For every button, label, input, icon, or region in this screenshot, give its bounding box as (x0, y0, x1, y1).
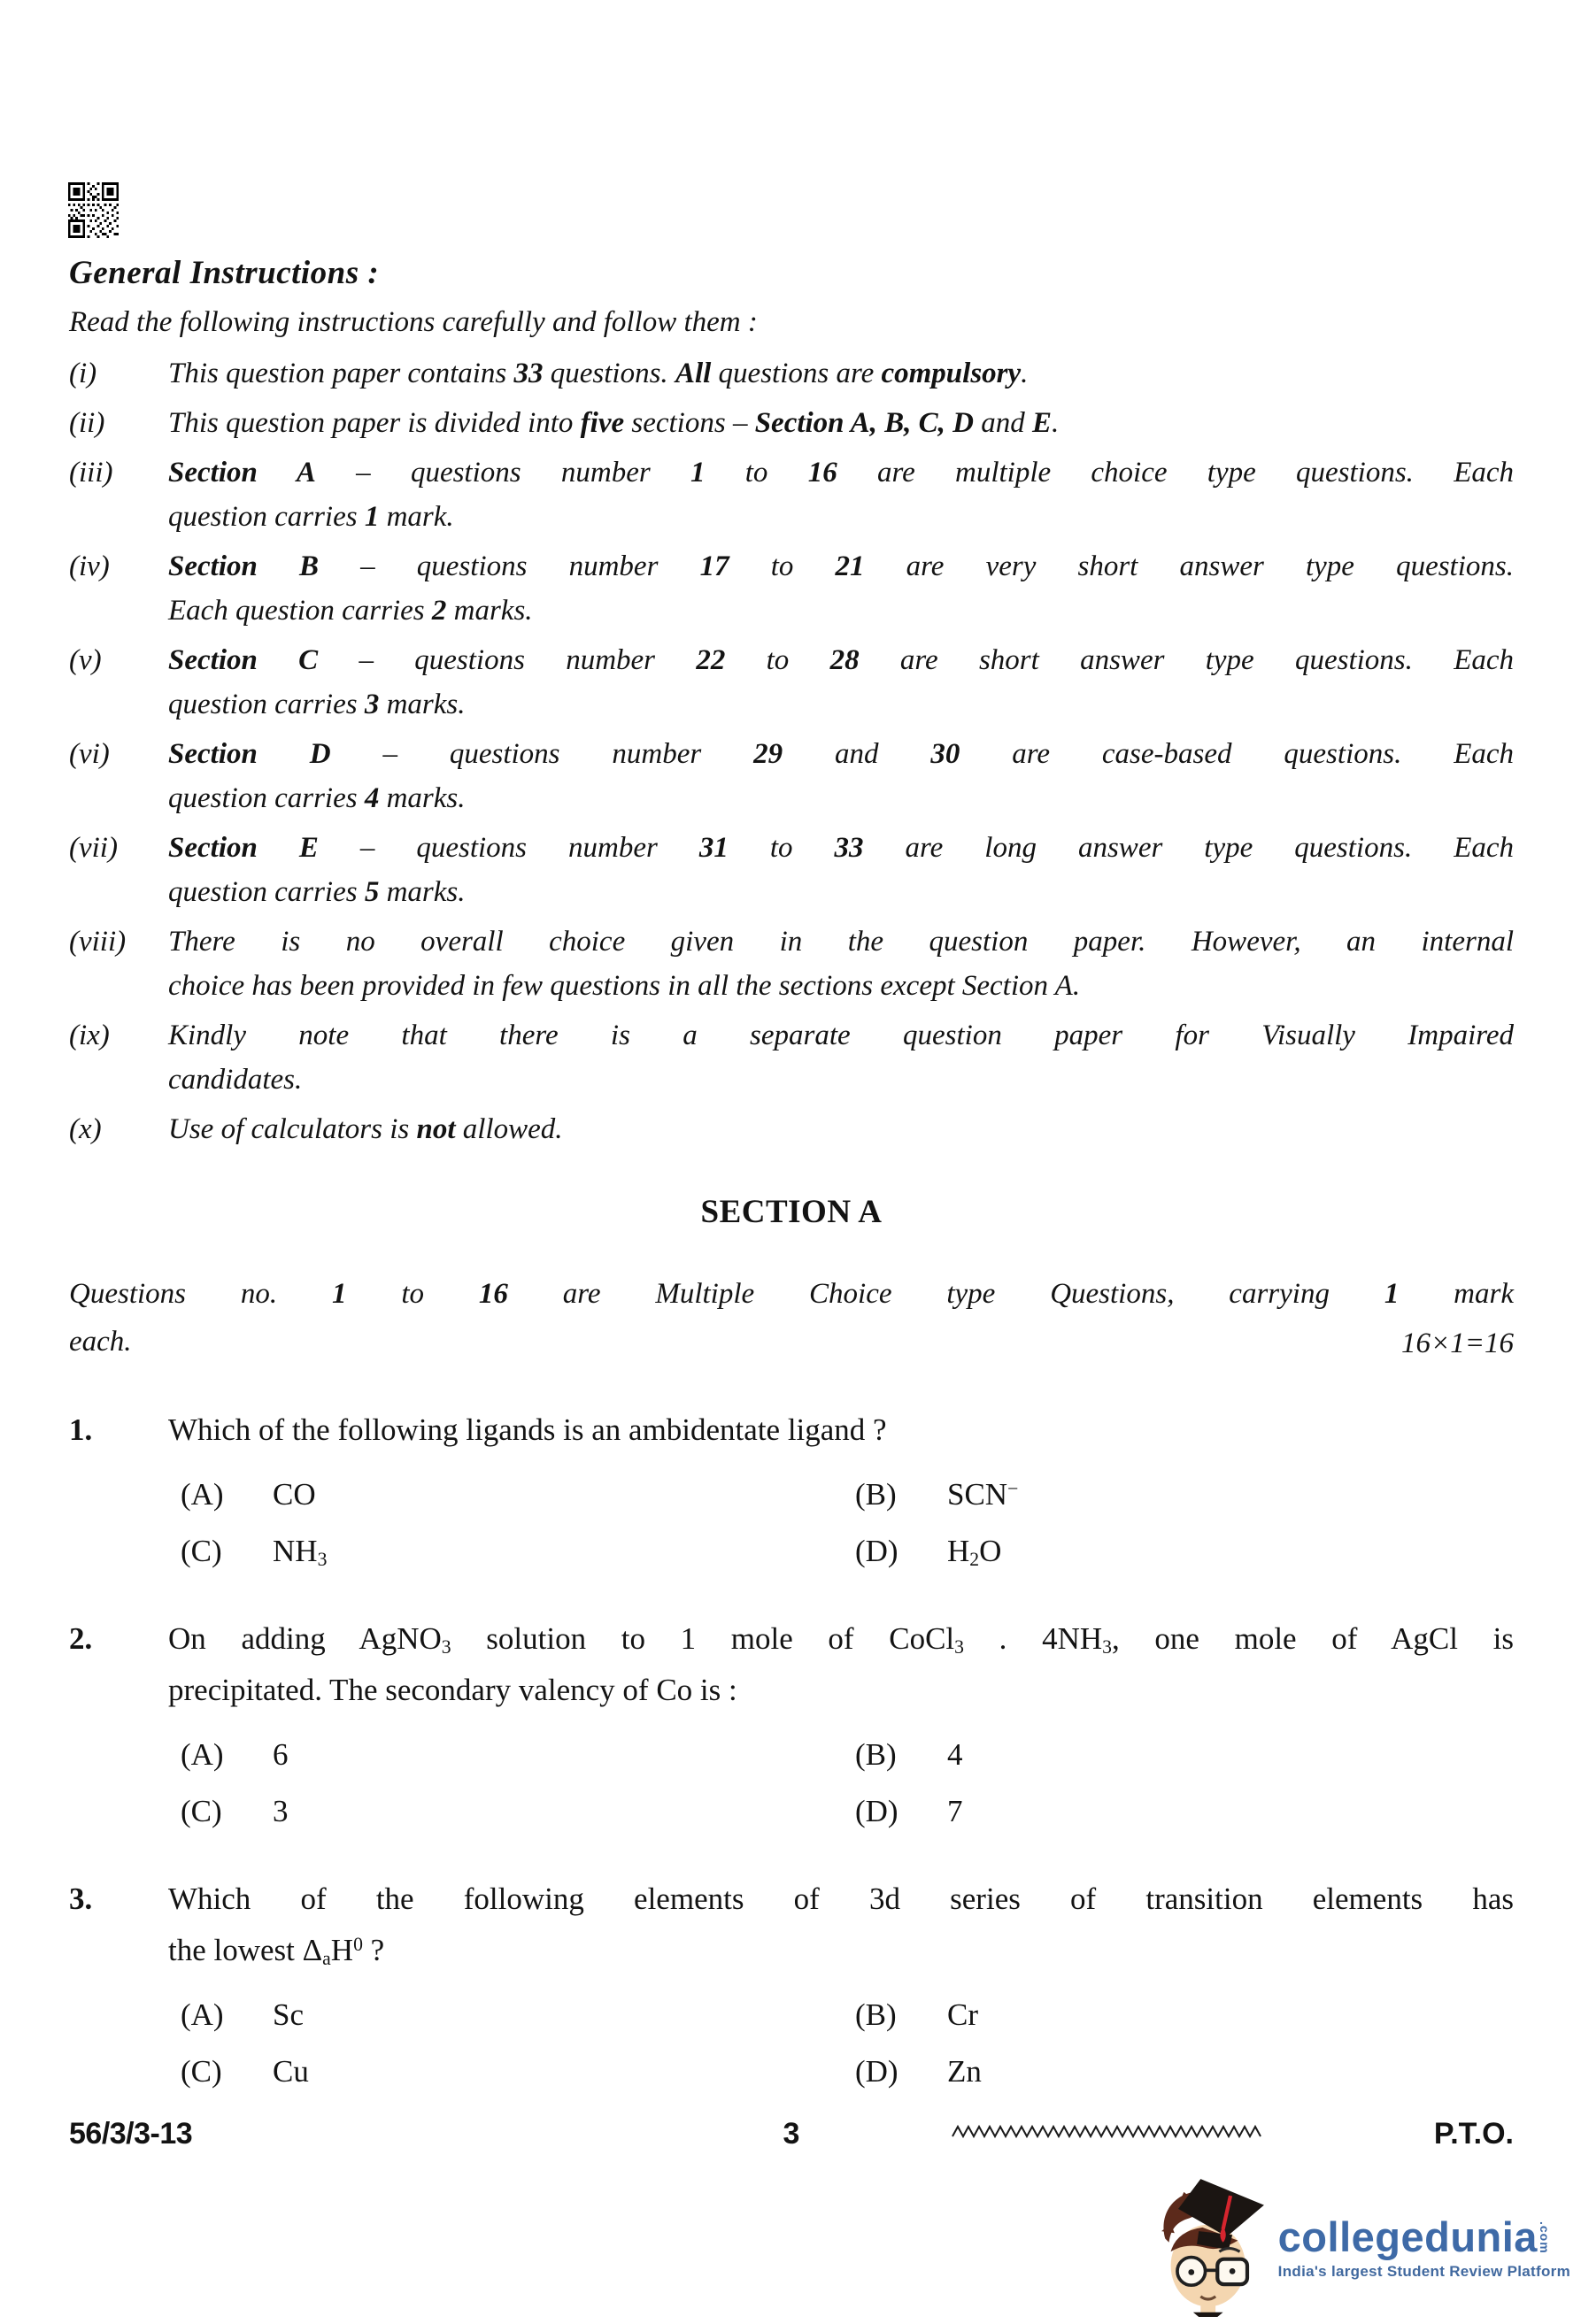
question-1 (69, 1404, 1514, 1574)
option-label: (C) (181, 1534, 222, 1568)
instruction-item-vi (69, 732, 1514, 820)
instruction-text: Section B – questions number 17 to 21 are very short answer type questions. Each question carries 2 marks. (168, 550, 1514, 627)
question-body (168, 1404, 1514, 1574)
instruction-label: (ix) (69, 1020, 110, 1051)
options (168, 1732, 1514, 1835)
qr-code-icon (68, 182, 119, 238)
general-instructions-title: General Instructions : (69, 255, 380, 291)
instruction-label: (viii) (69, 926, 127, 958)
option-text: $NH_3$ (273, 1534, 328, 1570)
option-text: $H_2O$ (947, 1534, 1002, 1570)
option-d (843, 1528, 1514, 1574)
option-c (168, 1789, 843, 1835)
option-text: CO (273, 1477, 316, 1512)
instruction-text: This question paper contains 33 questions. All questions are compulsory. (168, 358, 1029, 389)
question-text: On adding AgNO$_3$ solution to 1 mole of CoCl$_3$ . $4NH_3$, one mole of AgCl is precipitated. The secondary valency of Co is : (168, 1621, 1514, 1707)
option-text: 4 (947, 1737, 963, 1772)
section-a-intro (69, 1270, 1514, 1366)
option-label: (D) (855, 1534, 898, 1568)
instruction-label: (ii) (69, 407, 105, 439)
instruction-text: Section D – questions number 29 and 30 are case-based questions. Each question carries 4 marks. (168, 738, 1515, 814)
instruction-label: (x) (69, 1113, 102, 1145)
question-2 (69, 1613, 1514, 1835)
instruction-text: Use of calculators is not allowed. (168, 1113, 563, 1145)
page-number: 3 (783, 2117, 800, 2151)
collegedunia-logo (1151, 2177, 1570, 2317)
options (168, 1992, 1514, 2095)
instruction-item-viii (69, 920, 1514, 1008)
general-instructions-subtitle: Read the following instructions carefully and follow them : (69, 306, 758, 338)
option-a (168, 1472, 843, 1518)
instruction-item-vii (69, 826, 1514, 914)
instruction-item-v (69, 638, 1514, 727)
instruction-text: There is no overall choice given in the question paper. However, an internal choice has been provided in few questions in all the sections except Section A. (168, 926, 1514, 1002)
option-text: Cr (947, 1997, 978, 2032)
instruction-item-ix (69, 1013, 1514, 1102)
option-label: (D) (855, 1794, 898, 1828)
brand-tagline: India's largest Student Review Platform (1277, 2262, 1570, 2280)
option-b (843, 1992, 1514, 2038)
option-b (843, 1732, 1514, 1778)
option-d (843, 1789, 1514, 1835)
instruction-item-iii (69, 450, 1514, 539)
instruction-text: Section A – questions number 1 to 16 are multiple choice type questions. Each question carries 1 mark. (168, 457, 1515, 533)
option-label: (C) (181, 2054, 222, 2089)
option-label: (B) (855, 1477, 897, 1512)
option-text: Zn (947, 2054, 982, 2089)
option-text: 3 (273, 1794, 289, 1828)
instruction-label: (vi) (69, 738, 110, 770)
option-text: Cu (273, 2054, 309, 2089)
question-number: 3. (69, 1882, 93, 1916)
instruction-text: Kindly note that there is a separate question paper for Visually Impaired candidates. (168, 1020, 1514, 1096)
instruction-text: This question paper is divided into five sections – Section A, B, C, D and E. (168, 407, 1060, 439)
marks-scheme: 16×1=16 (1400, 1327, 1514, 1359)
graduate-boy-mascot-icon (1151, 2177, 1275, 2317)
option-label: (D) (855, 2054, 898, 2089)
options (168, 1472, 1514, 1574)
question-number: 2. (69, 1621, 93, 1656)
option-label: (C) (181, 1794, 222, 1828)
paper-code: 56/3/3-13 (69, 2117, 193, 2151)
instruction-label: (iii) (69, 457, 113, 489)
option-label: (A) (181, 1997, 224, 2032)
instruction-text: Section C – questions number 22 to 28 are short answer type questions. Each question carries 3 marks. (168, 644, 1514, 720)
instruction-label: (iv) (69, 550, 110, 582)
instruction-list (69, 351, 1514, 1151)
section-intro-text: Questions no. 1 to 16 are Multiple Choice type Questions, carrying 1 mark each. (69, 1278, 1514, 1358)
question-text: Which of the following elements of 3d series of transition elements has the lowest $\Delta_aH^0$ ? (168, 1882, 1514, 1969)
question-text: Which of the following ligands is an ambidentate ligand ? (168, 1412, 887, 1447)
option-a (168, 1732, 843, 1778)
option-label: (B) (855, 1737, 897, 1772)
instruction-label: (vii) (69, 832, 118, 864)
option-label: (A) (181, 1477, 224, 1512)
option-b (843, 1472, 1514, 1518)
brand-row (1278, 2214, 1570, 2260)
option-d (843, 2049, 1514, 2095)
question-body (168, 1874, 1514, 2095)
instruction-item-x (69, 1107, 1514, 1151)
pto-label: P.T.O. (1433, 2117, 1514, 2151)
option-c (168, 1528, 843, 1574)
option-c (168, 2049, 843, 2095)
question-3 (69, 1874, 1514, 2095)
page-footer (69, 2117, 1514, 2158)
logo-text (1278, 2214, 1570, 2281)
instruction-label: (i) (69, 358, 97, 389)
question-number: 1. (69, 1412, 93, 1447)
instruction-item-ii (69, 401, 1514, 445)
option-text: SCN− (947, 1477, 1019, 1512)
section-a-heading: SECTION A (700, 1194, 883, 1230)
instruction-label: (v) (69, 644, 102, 676)
option-label: (B) (855, 1997, 897, 2032)
option-text: 7 (947, 1794, 963, 1828)
brand-tld: .com (1537, 2220, 1552, 2254)
instruction-text: Section E – questions number 31 to 33 are long answer type questions. Each question carries 5 marks. (168, 832, 1514, 908)
brand-name: collegedunia (1277, 2212, 1538, 2260)
zigzag-divider-icon (951, 2122, 1273, 2142)
option-text: 6 (273, 1737, 289, 1772)
option-a (168, 1992, 843, 2038)
instruction-item-i (69, 351, 1514, 396)
question-body (168, 1613, 1514, 1835)
instruction-item-iv (69, 544, 1514, 633)
option-text: Sc (273, 1997, 304, 2032)
option-label: (A) (181, 1737, 224, 1772)
